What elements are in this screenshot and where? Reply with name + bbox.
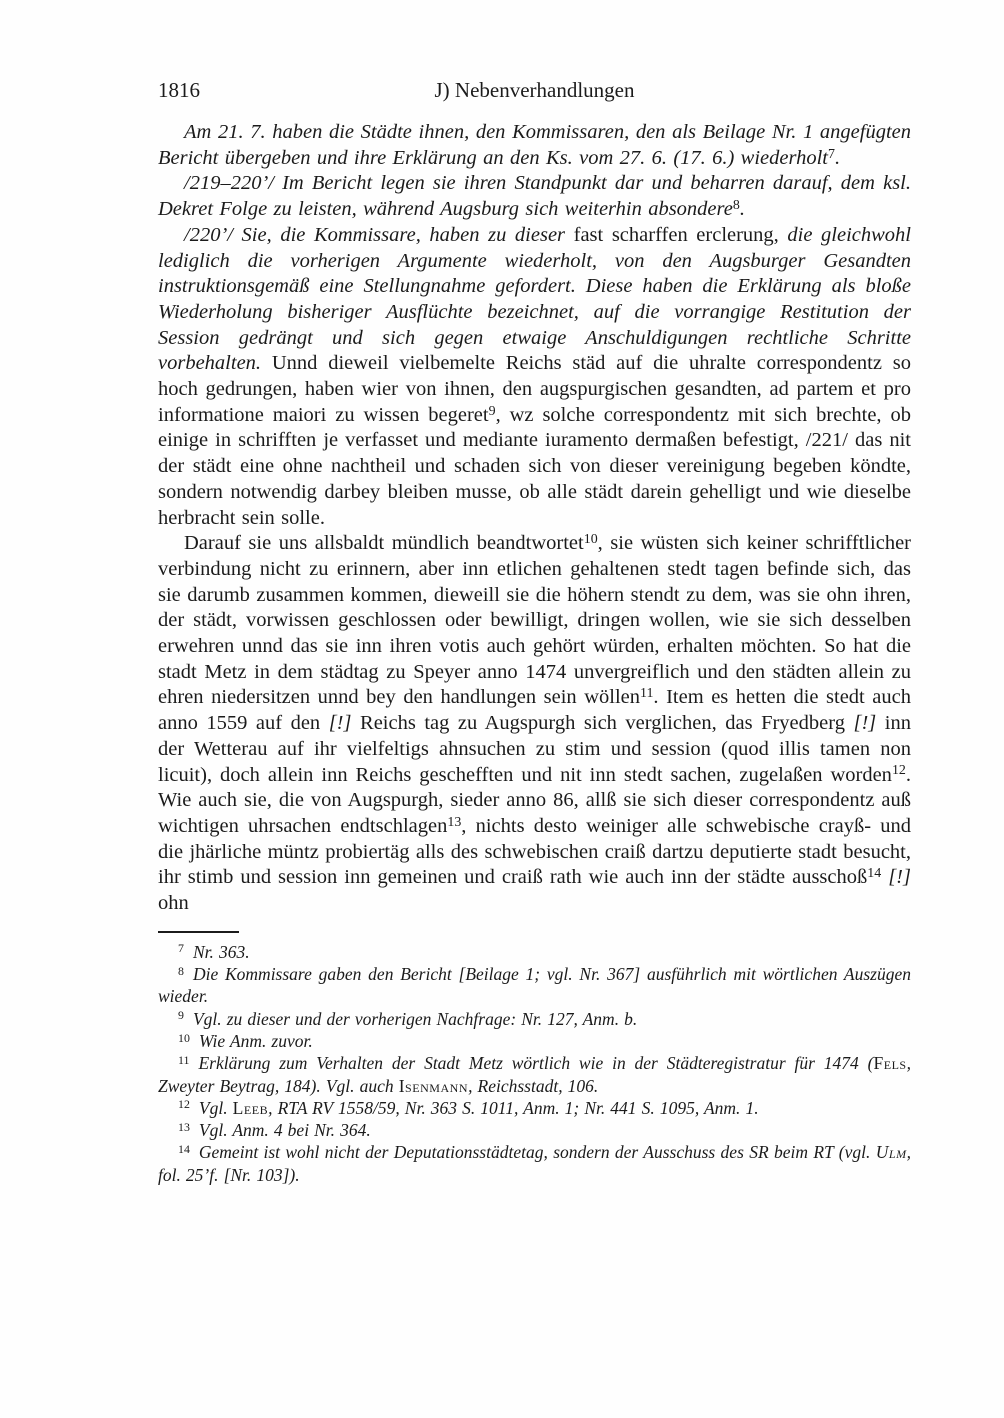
- paragraph: [158, 171, 911, 222]
- text-run: , Zweyter Beytrag, 184). Vgl. auch: [158, 1053, 911, 1096]
- text-run: Darauf sie uns allsbaldt mündlich beandtwortet: [184, 532, 584, 555]
- text-run: /220’/ Sie, die Kommissare, haben zu dieser: [184, 223, 574, 246]
- text-run: . Item es hetten die stedt auch anno 1559 auf den: [158, 686, 911, 735]
- page-number: 1816: [158, 78, 200, 102]
- text-run: Nr. 363.: [192, 941, 250, 962]
- text-run: , Reichsstadt, 106.: [468, 1075, 599, 1096]
- text-run: , wz solche correspondentz mit sich brechte, ob einige in schrifften je verfasset und mediante iuramento dermaßen befestigt, /221/ das nit der städt eine ohne nachtheil und schaden sich von dieser vereinigung begeben köndte, sondern notwendig darbey bleiben musse, ob alle städt darein gehelligt und wie dieselbe herbracht sein solle.: [158, 403, 911, 529]
- text-run: /219–220’/ Im Bericht legen sie ihren Standpunkt dar und beharren darauf, dem ksl. Dekret Folge zu leisten, während Augsburg sich weiterhin absondere: [158, 172, 911, 221]
- footnote: [158, 963, 911, 1008]
- footnote: [158, 1119, 911, 1141]
- paragraph: [158, 531, 911, 917]
- footnote-reference: 12: [891, 763, 906, 779]
- footnote-list: [158, 941, 911, 1186]
- text-run: Vgl. Anm. 4 bei Nr. 364.: [198, 1120, 371, 1141]
- text-run: Wie Anm. zuvor.: [198, 1030, 313, 1051]
- text-run: Gemeint ist wohl nicht der Deputationsstädtetag, sondern der Ausschuss des SR beim RT (vgl.: [198, 1142, 876, 1163]
- footnote: [158, 1141, 911, 1186]
- text-run: [!]: [853, 712, 877, 735]
- text-block: [158, 78, 911, 1186]
- text-run: ohn: [158, 892, 189, 915]
- text-run: Vgl.: [198, 1097, 233, 1118]
- text-run: Unnd dieweil vielbemelte Reichs städ auf die uhralte correspondentz so hoch gedrungen, haben wier von ihnen, den augspurgischen gesandten, ad partem et pro informatione maiori zu wissen begeret: [158, 352, 911, 426]
- text-run: , sie wüsten sich keiner schrifftlicher verbindung nicht zu erinnern, aber inn etlichen gehaltenen stedt tagen befinde sich, das sie darumb zusammen kommen, dieweill sie die höhern stendt zu dem, was sie ohn ihren, der städt, vorwissen geschlossen oder bewilligt, dringen wollen, wie sie sich desselben erwehren unnd das sie inn ihren votis auch gehört würden, erhalten möchten. So hat die stadt Metz in dem städtag zu Speyer anno 1474 unvergreiflich und den städten allein zu ehren niedersitzen unnd bey den handlungen sein wöllen: [158, 532, 912, 709]
- footnote-number: 7: [178, 941, 184, 956]
- footnote-reference: 8: [732, 197, 740, 213]
- text-run: Am 21. 7. haben die Städte ihnen, den Kommissaren, den als Beilage Nr. 1 angefügten Bericht übergeben und ihre Erklärung an den Ks. vom 27. 6. (17. 6.) wiederholt: [158, 121, 911, 169]
- footnote-number: 13: [178, 1119, 190, 1134]
- text-run: .: [834, 146, 841, 169]
- running-head: J) Nebenverhandlungen: [434, 78, 635, 102]
- text-run: . Wie auch sie, die von Augspurgh, sieder anno 86, allß sie sich dieser correspondentz auß wichtigen uhrsachen endtschlagen: [158, 763, 911, 837]
- footnote-number: 11: [178, 1052, 190, 1067]
- text-run: inn der Wetterau auf ihr vielfeltigs ahnsuchen zu stim und session (quod illis tamen non licuit), doch allein inn Reichs geschefften und nit inn stedt sachen, zugelaßen worden: [158, 712, 911, 786]
- footnote-reference: 14: [867, 866, 882, 882]
- footnote: [158, 941, 911, 963]
- paragraph: [158, 223, 911, 531]
- text-run: Leeb: [232, 1097, 269, 1118]
- paragraph: [158, 120, 911, 171]
- footnote-number: 10: [178, 1030, 190, 1045]
- footnote-divider: [158, 931, 239, 933]
- text-run: , RTA RV 1558/59, Nr. 363 S. 1011, Anm. 1; Nr. 441 S. 1095, Anm. 1.: [268, 1097, 759, 1118]
- footnote-number: 14: [178, 1142, 190, 1157]
- text-run: Die Kommissare gaben den Bericht [Beilage 1; vgl. Nr. 367] ausführlich mit wörtlichen Auszügen wieder.: [158, 964, 911, 1007]
- footnote: [158, 1052, 911, 1097]
- footnote-number: 8: [178, 963, 184, 978]
- text-run: die gleichwohl lediglich die vorherigen Argumente wiederholt, von den Augsburger Gesandten instruktionsgemäß eine Stellungnahme gefordert. Diese haben die Erklärung als bloße Wiederholung bisheriger Ausflüchte bezeichnet, auf die vorrangige Restitution der Session gedrängt und sich gegen etwaige Anschuldigungen rechtliche Schritte vorbehalten.: [158, 223, 911, 375]
- footnote: [158, 1097, 911, 1119]
- footnote: [158, 1008, 911, 1030]
- text-run: fast scharffen erclerung,: [573, 223, 788, 246]
- page-header: [158, 78, 911, 104]
- body-text: [158, 120, 911, 917]
- text-run: Erklärung zum Verhalten der Stadt Metz wörtlich wie in der Städteregistratur für 1474 (: [198, 1053, 874, 1074]
- footnote-number: 12: [178, 1097, 190, 1112]
- footnote-reference: 13: [447, 814, 462, 830]
- text-run: [!]: [328, 712, 352, 735]
- text-run: , fol. 25’f. [Nr. 103]).: [158, 1142, 911, 1185]
- footnote-reference: 11: [640, 686, 654, 702]
- text-run: Isenmann: [398, 1075, 469, 1096]
- text-run: .: [739, 198, 745, 221]
- footnote: [158, 1030, 911, 1052]
- footnote-reference: 10: [583, 532, 598, 548]
- footnote-number: 9: [178, 1008, 184, 1023]
- text-run: , nichts desto weiniger alle schwebische crayß- und die jhärliche müntz probiertäg alls des schwebischen craiß dartzu deputierte stadt besucht, ihr stimb und session inn gemeinen und craiß rath wie auch inn der städte ausschoß: [158, 814, 911, 889]
- footnote-reference: 7: [828, 146, 835, 162]
- text-run: Ulm: [875, 1142, 907, 1163]
- text-run: [!]: [888, 866, 911, 889]
- text-run: Reichs tag zu Augspurgh sich verglichen, das Fryedberg: [351, 712, 854, 735]
- text-run: Vgl. zu dieser und der vorherigen Nachfrage: Nr. 127, Anm. b.: [192, 1008, 638, 1029]
- footnote-reference: 9: [488, 403, 496, 419]
- text-run: Fels: [873, 1053, 907, 1074]
